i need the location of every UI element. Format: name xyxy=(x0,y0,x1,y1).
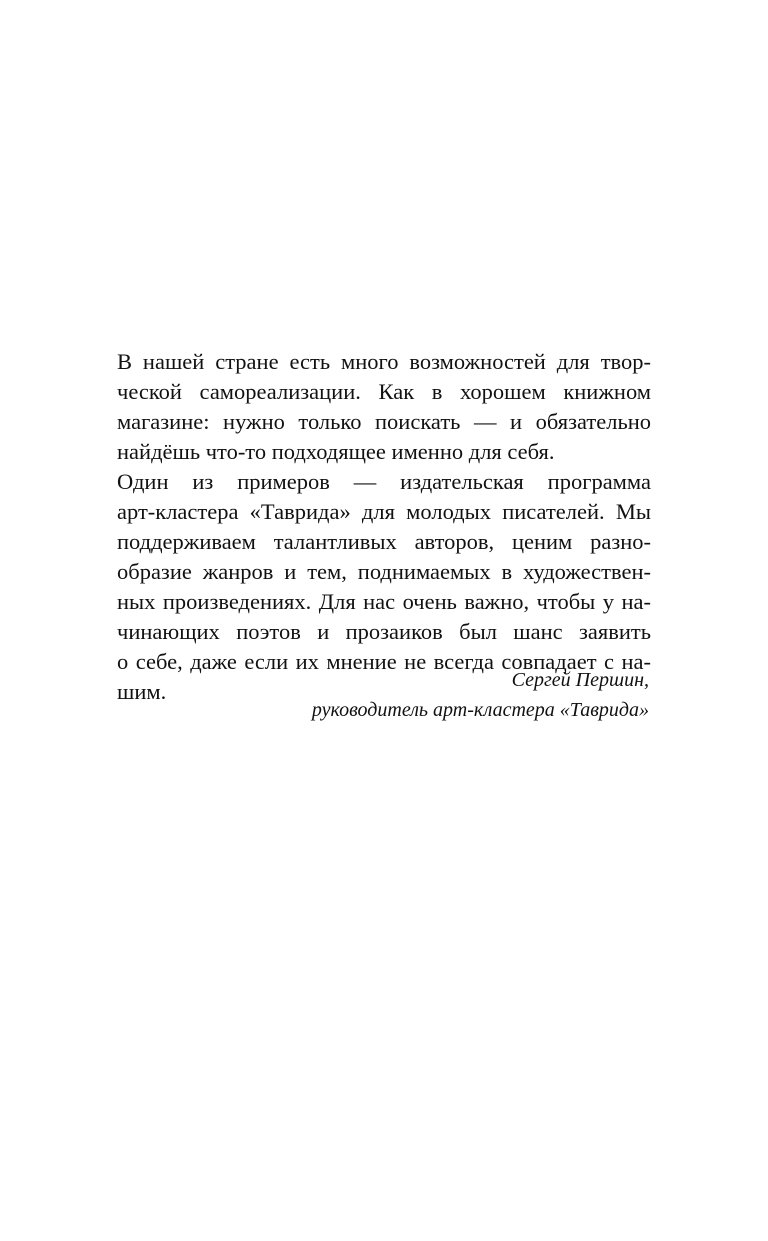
text-line: поддерживаем талантливых авторов, ценим разно- xyxy=(117,529,651,554)
text-line: В нашей стране есть много возможностей для твор- xyxy=(117,349,651,374)
text-line: ческой самореализации. Как в хорошем книжном xyxy=(117,379,651,404)
text-line: чинающих поэтов и прозаиков был шанс заявить xyxy=(117,619,651,644)
attribution xyxy=(115,665,649,725)
author-role: руководитель арт-кластера «Таврида» xyxy=(311,699,649,721)
text-line: о себе, даже если их мнение не всегда совпадает с на- xyxy=(117,649,651,674)
text-line: ных произведениях. Для нас очень важно, чтобы у на- xyxy=(117,589,651,614)
text-line: магазине: нужно только поискать — и обязательно xyxy=(117,409,651,434)
main-text xyxy=(117,347,651,707)
paragraph-1 xyxy=(117,347,651,467)
text-line: арт-кластера «Таврида» для молодых писателей. Мы xyxy=(117,499,651,524)
text-line: образие жанров и тем, поднимаемых в художествен- xyxy=(117,559,651,584)
text-line: найдёшь что-то подходящее именно для себя. xyxy=(117,439,555,464)
text-line: шим. xyxy=(117,679,167,704)
text-line: Один из примеров — издательская программа xyxy=(117,469,651,494)
author-name: Сергей Першин, xyxy=(511,669,649,691)
